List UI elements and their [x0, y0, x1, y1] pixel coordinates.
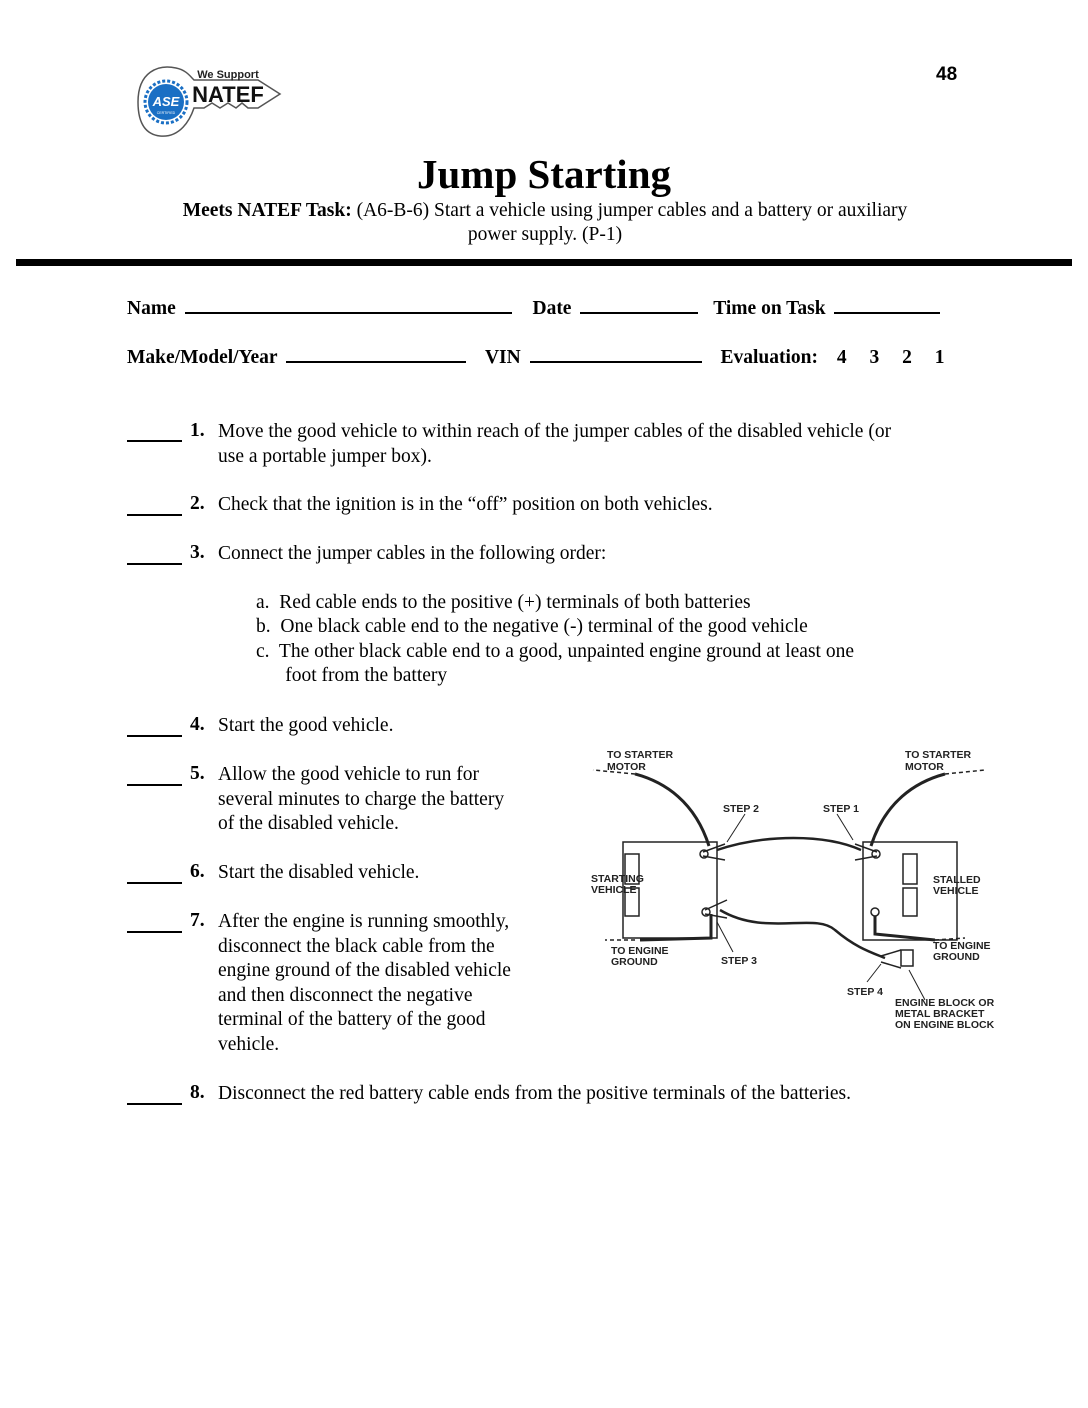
- svg-text:VEHICLE: VEHICLE: [591, 884, 637, 896]
- make-model-year-label: Make/Model/Year: [127, 347, 278, 368]
- svg-text:METAL BRACKET: METAL BRACKET: [895, 1008, 985, 1020]
- evaluation-label: Evaluation:: [720, 347, 818, 368]
- label-to-starter-right: TO STARTER: [905, 749, 972, 761]
- evaluation-option-1[interactable]: 1: [934, 347, 945, 368]
- svg-text:GROUND: GROUND: [933, 951, 980, 963]
- evaluation-option-4[interactable]: 4: [836, 347, 847, 368]
- svg-text:CERTIFIED: CERTIFIED: [156, 111, 176, 115]
- page-title: Jump Starting: [416, 151, 671, 197]
- name-label: Name: [127, 298, 176, 319]
- sub-item-c-cont: foot from the battery: [256, 665, 448, 686]
- svg-text:MOTOR: MOTOR: [607, 761, 646, 773]
- task-check-blank[interactable]: [127, 563, 182, 565]
- name-field[interactable]: [185, 296, 512, 314]
- evaluation-option-2[interactable]: 2: [902, 347, 912, 368]
- time-on-task-label: Time on Task: [713, 298, 826, 319]
- task-description: Meets NATEF Task: (A6-B-6) Start a vehicle using jumper cables and a battery or auxiliary power supply. (P-1): [182, 200, 908, 245]
- jump-start-diagram: [585, 742, 995, 1042]
- label-engine-block: ENGINE BLOCK OR: [895, 997, 995, 1009]
- task-check-blank[interactable]: [127, 1103, 182, 1105]
- page-number: 48: [936, 64, 958, 85]
- time-on-task-field[interactable]: [834, 296, 940, 314]
- label-ground-left: TO ENGINE: [611, 945, 669, 957]
- label-step-2: STEP 2: [723, 803, 759, 815]
- label-step-1: STEP 1: [823, 803, 859, 815]
- evaluation-option-3[interactable]: 3: [869, 347, 880, 368]
- sub-item-a: a. Red cable ends to the positive (+) terminals of both batteries: [256, 592, 751, 613]
- task-check-blank[interactable]: [127, 882, 182, 884]
- task-check-blank[interactable]: [127, 735, 182, 737]
- sub-item-c: c. The other black cable end to a good, unpainted engine ground at least one: [256, 641, 854, 662]
- task-label: Meets NATEF Task:: [182, 200, 352, 221]
- field-row-1: [127, 296, 940, 320]
- label-starting-vehicle: STARTING: [591, 873, 644, 885]
- task-check-blank[interactable]: [127, 514, 182, 516]
- header-divider: [16, 259, 1072, 266]
- field-row-2: [127, 345, 945, 369]
- sub-item-b: b. One black cable end to the negative (-) terminal of the good vehicle: [256, 616, 808, 637]
- label-step-4: STEP 4: [847, 986, 883, 998]
- svg-text:ASE: ASE: [152, 94, 180, 109]
- natef-logo: [128, 58, 298, 146]
- svg-text:GROUND: GROUND: [611, 956, 658, 968]
- svg-text:MOTOR: MOTOR: [905, 761, 944, 773]
- make-model-year-field[interactable]: [286, 345, 466, 363]
- label-to-starter-left: TO STARTER: [607, 749, 674, 761]
- task-check-blank[interactable]: [127, 440, 182, 442]
- vin-field[interactable]: [530, 345, 702, 363]
- logo-top-text: We Support: [197, 69, 259, 81]
- logo-main-text: NATEF: [192, 82, 264, 107]
- label-ground-right: TO ENGINE: [933, 940, 991, 952]
- svg-text:ON ENGINE BLOCK: ON ENGINE BLOCK: [895, 1019, 995, 1031]
- label-step-3: STEP 3: [721, 955, 757, 967]
- label-stalled-vehicle: STALLED: [933, 874, 981, 886]
- svg-text:VEHICLE: VEHICLE: [933, 885, 979, 897]
- task-check-blank[interactable]: [127, 931, 182, 933]
- task-check-blank[interactable]: [127, 784, 182, 786]
- starting-vehicle-battery: [623, 842, 717, 938]
- date-field[interactable]: [580, 296, 698, 314]
- vin-label: VIN: [484, 347, 521, 368]
- date-label: Date: [532, 298, 572, 319]
